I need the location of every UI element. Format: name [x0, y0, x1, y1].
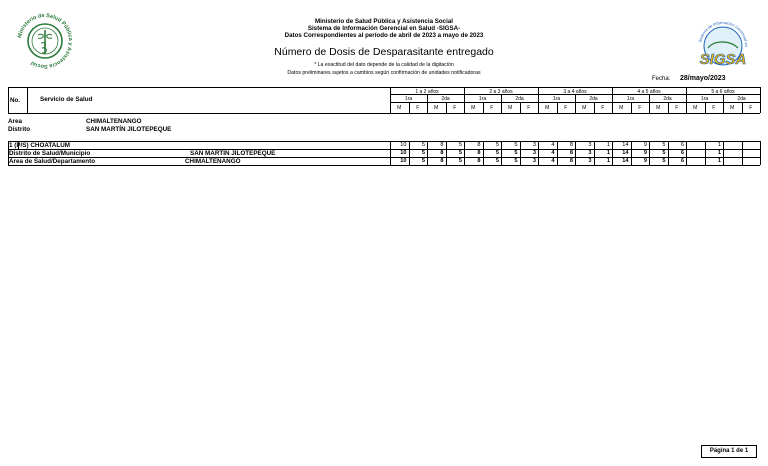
accuracy-note: * La exactitud del dato depende de la calidad de la digitación [314, 62, 454, 68]
table-cell: 5 [514, 150, 518, 156]
sex-header: F [453, 105, 457, 111]
row-sublabel: CHIMALTENANGO [185, 158, 241, 165]
report-title: Número de Dosis de Desparasitante entregado [274, 46, 494, 58]
column-line [723, 141, 724, 149]
table-cell: 9 [643, 150, 647, 156]
table-cell: 6 [680, 158, 684, 164]
sex-header: M [471, 105, 476, 111]
table-cell: 8 [477, 158, 481, 164]
table-cell: 10 [400, 142, 407, 148]
column-line [483, 149, 484, 157]
table-cell: 8 [477, 150, 481, 156]
svg-text:Ministerio de Salud Pública y: Ministerio de Salud Pública y Asistencia Social [17, 12, 74, 70]
column-line [464, 149, 465, 157]
column-line [501, 149, 502, 157]
table-cell: 5 [458, 142, 462, 148]
column-line [520, 157, 521, 165]
table-cell: 1 [717, 158, 721, 164]
age-group-header: 3 a 4 años [563, 88, 587, 95]
table-cell: 5 [662, 158, 666, 164]
table-cell: 5 [421, 150, 425, 156]
distrito-label: Distrito [8, 126, 31, 133]
dose-header: 2da [589, 96, 598, 102]
preliminary-note: Datos preliminares sujetos a cambios según confirmación de unidades notificadoras [287, 70, 481, 76]
table-cell: 5 [495, 150, 499, 156]
column-line [557, 141, 558, 149]
sex-header: F [601, 105, 605, 111]
column-line [464, 157, 465, 165]
table-cell: 1 [717, 150, 721, 156]
column-line [649, 149, 650, 157]
dose-header: 1ra [626, 96, 635, 102]
dose-header: 2da [515, 96, 524, 102]
table-cell: 1 [606, 158, 610, 164]
col-servicio-header: Servicio de Salud [40, 96, 93, 103]
column-line [557, 149, 558, 157]
column-line [575, 141, 576, 149]
column-line [631, 141, 632, 149]
sigsa-wordmark: SIGSA [699, 51, 747, 68]
rule-line [8, 165, 760, 166]
column-line [760, 87, 761, 113]
date-label: Fecha: [652, 76, 671, 82]
column-line [760, 141, 761, 149]
column-line [427, 157, 428, 165]
column-line [409, 149, 410, 157]
svg-text:Sistema de Información Gerenci: Sistema de Información Gerencial en [697, 19, 750, 47]
age-group-header: 1 a 2 años [415, 88, 439, 95]
column-line [686, 157, 687, 165]
column-line [538, 149, 539, 157]
table-cell: 5 [421, 142, 425, 148]
sex-header: M [582, 105, 587, 111]
age-group-header: 4 a 5 años [637, 88, 661, 95]
date-value: 28/mayo/2023 [680, 75, 726, 82]
column-line [594, 149, 595, 157]
sex-header: F [712, 105, 716, 111]
sex-header: M [693, 105, 698, 111]
dose-header: 2da [663, 96, 672, 102]
table-cell: 14 [622, 158, 629, 164]
table-cell: 4 [551, 158, 555, 164]
dose-header: 2da [441, 96, 450, 102]
col-no-header: No. [10, 97, 21, 104]
column-line [631, 149, 632, 157]
sex-header: M [656, 105, 661, 111]
table-cell: 8 [569, 150, 573, 156]
table-cell: 5 [514, 158, 518, 164]
sex-header: F [527, 105, 531, 111]
column-line [631, 157, 632, 165]
column-line [612, 141, 613, 149]
table-cell: 9 [643, 158, 647, 164]
column-line [668, 157, 669, 165]
sex-header: F [638, 105, 642, 111]
column-line [409, 157, 410, 165]
column-line [483, 157, 484, 165]
distrito-value: SAN MARTÍN JILOTEPEQUE [86, 126, 172, 133]
column-line [649, 157, 650, 165]
row-sublabel: SAN MARTÍN JILOTEPEQUE [190, 150, 276, 157]
table-cell: 4 [551, 150, 555, 156]
column-line [538, 157, 539, 165]
dose-header: 1ra [700, 96, 709, 102]
column-line [705, 149, 706, 157]
table-cell: 3 [532, 142, 536, 148]
row-label: Área de Salud/Departamento [9, 158, 96, 165]
column-line [723, 149, 724, 157]
column-line [8, 87, 9, 113]
rule-line [8, 157, 760, 158]
dose-header: 1ra [552, 96, 561, 102]
column-line [686, 141, 687, 149]
sex-header: F [564, 105, 568, 111]
sex-header: M [397, 105, 402, 111]
table-cell: 9 [643, 142, 647, 148]
header-period: Datos Correspondientes al período de abril de 2023 a mayo de 2023 [284, 32, 484, 39]
column-line [427, 141, 428, 149]
table-cell: 8 [569, 142, 573, 148]
table-cell: 5 [662, 142, 666, 148]
row-label: Distrito de Salud/Municipio [9, 150, 91, 157]
sex-header: F [416, 105, 420, 111]
column-line [501, 141, 502, 149]
table-cell: 8 [569, 158, 573, 164]
header-ministry: Ministerio de Salud Pública y Asistencia Social [314, 18, 453, 25]
column-line [538, 141, 539, 149]
column-line [594, 157, 595, 165]
dose-header: 2da [737, 96, 746, 102]
column-line [575, 157, 576, 165]
table-cell: 8 [440, 150, 444, 156]
column-line [760, 157, 761, 165]
area-label: Area [8, 118, 23, 125]
column-line [649, 141, 650, 149]
table-cell: 14 [622, 150, 629, 156]
column-line [760, 149, 761, 157]
column-line [501, 157, 502, 165]
column-line [409, 141, 410, 149]
sex-header: M [730, 105, 735, 111]
table-cell: 8 [440, 142, 444, 148]
sex-header: F [675, 105, 679, 111]
table-cell: 5 [514, 142, 518, 148]
column-line [686, 149, 687, 157]
table-cell: 8 [477, 142, 481, 148]
column-line [742, 149, 743, 157]
rule-line [8, 113, 760, 114]
column-line [390, 157, 391, 165]
area-value: CHIMALTENANGO [86, 118, 142, 125]
column-line [18, 141, 19, 149]
table-cell: 1 [717, 142, 721, 148]
column-line [594, 141, 595, 149]
column-line [390, 149, 391, 157]
table-cell: 3 [588, 142, 592, 148]
table-cell: 5 [662, 150, 666, 156]
age-group-header: 2 a 3 años [489, 88, 513, 95]
table-cell: 5 [458, 150, 462, 156]
column-line [575, 149, 576, 157]
column-line [520, 141, 521, 149]
column-line [612, 149, 613, 157]
table-cell: 3 [532, 158, 536, 164]
table-cell: 10 [400, 150, 407, 156]
page-indicator: Página 1 de 1 [701, 445, 757, 458]
table-cell: 6 [680, 150, 684, 156]
column-line [464, 141, 465, 149]
dose-header: 1ra [404, 96, 413, 102]
sex-header: M [508, 105, 513, 111]
rule-line [8, 149, 760, 150]
column-line [446, 141, 447, 149]
table-cell: 8 [440, 158, 444, 164]
table-cell: 3 [588, 158, 592, 164]
column-line [668, 149, 669, 157]
age-group-header: 5 a 6 años [711, 88, 735, 95]
table-cell: 4 [551, 142, 555, 148]
dose-header: 1ra [478, 96, 487, 102]
table-cell: 5 [421, 158, 425, 164]
sex-header: M [619, 105, 624, 111]
row-label: 1 (P/S) CHOATALUM [9, 142, 70, 149]
sex-header: M [545, 105, 550, 111]
column-line [427, 149, 428, 157]
table-cell: 6 [680, 142, 684, 148]
column-line [742, 141, 743, 149]
table-cell: 1 [606, 142, 610, 148]
column-line [446, 149, 447, 157]
table-cell: 3 [532, 150, 536, 156]
column-line [520, 149, 521, 157]
table-cell: 14 [622, 142, 629, 148]
column-line [557, 157, 558, 165]
column-line [668, 141, 669, 149]
table-cell: 5 [458, 158, 462, 164]
header-system: Sistema de Información Gerencial en Salud -SIGSA- [307, 25, 461, 32]
column-line [612, 157, 613, 165]
column-line [27, 87, 28, 113]
column-line [705, 141, 706, 149]
table-cell: 5 [495, 142, 499, 148]
column-line [742, 157, 743, 165]
column-line [705, 157, 706, 165]
table-cell: 1 [606, 150, 610, 156]
table-cell: 10 [400, 158, 407, 164]
sex-header: F [749, 105, 753, 111]
column-line [390, 141, 391, 149]
column-line [483, 141, 484, 149]
column-line [446, 157, 447, 165]
column-line [723, 157, 724, 165]
sex-header: M [434, 105, 439, 111]
table-cell: 3 [588, 150, 592, 156]
rule-line [8, 141, 760, 142]
table-cell: 5 [495, 158, 499, 164]
sex-header: F [490, 105, 494, 111]
